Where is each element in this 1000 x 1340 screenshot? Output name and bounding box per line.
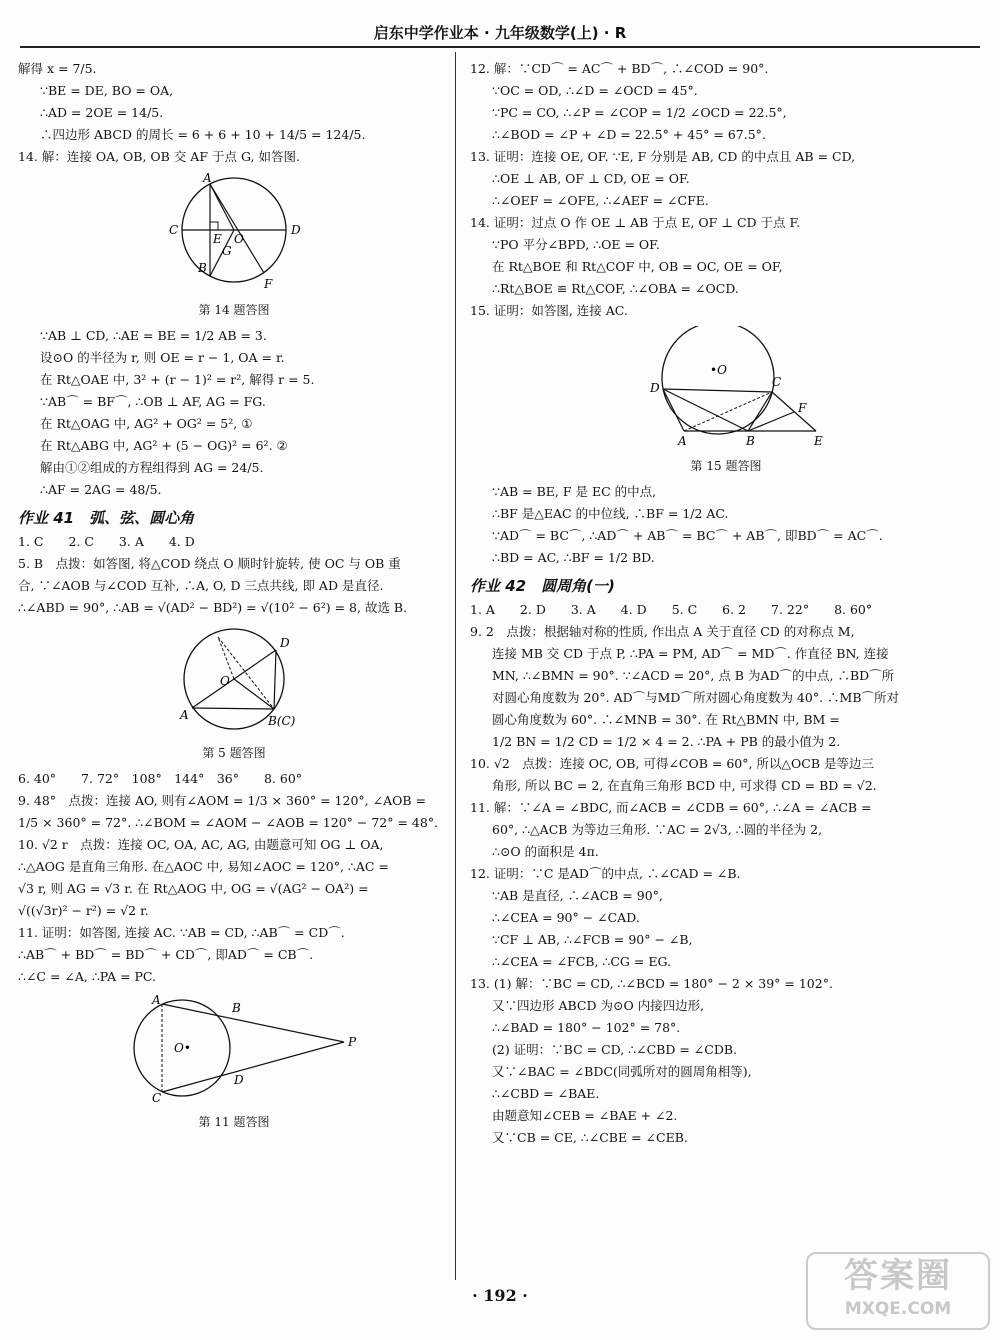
text-line: 又∵四边形 ABCD 为⊙O 内接四边形, (492, 998, 705, 1013)
text-line: 在 Rt△ABG 中, AG² + (5 − OG)² = 6². ② (40, 438, 288, 453)
section-title-41: 作业 41 弧、弦、圆心角 (18, 509, 195, 527)
fig14-label: F (264, 277, 273, 291)
text-line: 解得 x = 7/5. (18, 61, 97, 76)
fig15-label: •O (710, 363, 727, 377)
text-line: ∴∠OEF = ∠OFE, ∴∠AEF = ∠CFE. (492, 193, 709, 208)
watermark-logo (806, 1252, 990, 1330)
figure-5-diagram (154, 623, 314, 735)
text-line: 1/2 BN = 1/2 CD = 1/2 × 4 = 2. ∴PA + PB 的最小值为 2. (492, 734, 841, 749)
text-line: 设⊙O 的半径为 r, 则 OE = r − 1, OA = r. (40, 350, 285, 365)
text-line: ∴△AOG 是直角三角形. 在△AOC 中, 易知∠AOC = 120°, ∴AC = (18, 859, 389, 874)
text-line: 12. 解：∵CD⌒ = AC⌒ + BD⌒, ∴∠COD = 90°. (470, 61, 769, 76)
text-line: √3 r, 则 AG = √3 r. 在 Rt△AOG 中, OG = √(AG² − OA²) = (18, 881, 369, 896)
page-number: · 192 · (472, 1286, 528, 1305)
text-line: 5. B 点拨：如答图, 将△COD 绕点 O 顺时针旋转, 使 OC 与 OB 重 (18, 556, 401, 571)
fig15-label: D (650, 381, 660, 395)
right-column (470, 58, 982, 1149)
text-line: 11. 解：∵∠A = ∠BDC, 而∠ACB = ∠CDB = 60°, ∴∠A = ∠ACB = (470, 800, 872, 815)
text-line: ∵BE = DE, BO = OA, (40, 83, 174, 98)
watermark-url: MXQE.COM (844, 1299, 952, 1319)
text-line: ∴∠C = ∠A, ∴PA = PC. (18, 969, 157, 984)
figure-14-diagram (154, 172, 314, 292)
text-line: ∴∠ABD = 90°, ∴AB = √(AD² − BD²) = √(10² − 6²) = 8, 故选 B. (18, 600, 408, 615)
text-line: 在 Rt△BOE 和 Rt△COF 中, OB = OC, OE = OF, (492, 259, 783, 274)
text-line: ∴∠BAD = 180° − 102° = 78°. (492, 1020, 681, 1035)
text-line: 解由①②组成的方程组得到 AG = 24/5. (40, 460, 264, 475)
text-line: 又∵∠BAC = ∠BDC(同弧所对的圆周角相等), (492, 1064, 752, 1079)
text-line: 10. √2 点拨：连接 OC, OB, 可得∠COB = 60°, 所以△OCB 是等边三 (470, 756, 875, 771)
figure-14 (18, 172, 450, 321)
text-line: 13. (1) 解：∵BC = CD, ∴∠BCD = 180° − 2 × 39° = 102°. (470, 976, 833, 991)
text-line: 9. 48° 点拨：连接 AO, 则有∠AOM = 1/3 × 360° = 120°, ∠AOB = (18, 793, 426, 808)
text-line: 9. 2 点拨：根据轴对称的性质, 作出点 A 关于直径 CD 的对称点 M, (470, 624, 855, 639)
fig11-label: B (232, 1001, 241, 1015)
text-line: ∴BD = AC, ∴BF = 1/2 BD. (492, 550, 655, 565)
text-line: 在 Rt△OAG 中, AG² + OG² = 5², ① (40, 416, 253, 431)
fig5-label: B(C) (268, 714, 296, 728)
text-line: ∴四边形 ABCD 的周长 = 6 + 6 + 10 + 14/5 = 124/5. (40, 127, 366, 142)
section-title-42: 作业 42 圆周角(一) (470, 577, 615, 595)
fig11-label: D (234, 1073, 244, 1087)
answers-line: 6. 40° 7. 72° 108° 144° 36° 8. 60° (18, 771, 303, 786)
fig15-label: B (746, 434, 755, 448)
text-line: √((√3r)² − r²) = √2 r. (18, 903, 149, 918)
watermark-text: 答案圈 (844, 1256, 952, 1296)
fig15-label: E (814, 434, 823, 448)
text-line: 14. 解：连接 OA, OB, OB 交 AF 于点 G, 如答图. (18, 149, 300, 164)
figure-14-caption: 第 14 题答图 (198, 303, 270, 317)
text-line: ∵AD⌒ = BC⌒, ∴AD⌒ + AB⌒ = BC⌒ + AB⌒, 即BD⌒ = AC⌒. (492, 528, 883, 543)
text-line: 11. 证明：如答图, 连接 AC. ∵AB = CD, ∴AB⌒ = CD⌒. (18, 925, 345, 940)
figure-15-diagram (626, 326, 826, 448)
fig11-label: C (152, 1091, 162, 1104)
figure-5 (18, 623, 450, 764)
text-line: ∵CF ⊥ AB, ∴∠FCB = 90° − ∠B, (492, 932, 693, 947)
text-line: ∴BF 是△EAC 的中位线, ∴BF = 1/2 AC. (492, 506, 729, 521)
text-line: ∴∠CEA = 90° − ∠CAD. (492, 910, 640, 925)
left-column (18, 58, 450, 1137)
fig14-label: D (291, 223, 301, 237)
text-line: 对圆心角度数为 20°. AD⌒与MD⌒所对圆心角度数为 40°. ∴MB⌒所对 (492, 690, 900, 705)
fig14-label: C (169, 223, 179, 237)
header-title: 启东中学作业本 · 九年级数学(上) · R (373, 24, 627, 42)
figure-15 (470, 326, 982, 477)
text-line: ∴⊙O 的面积是 4π. (492, 844, 599, 859)
text-line: (2) 证明：∵BC = CD, ∴∠CBD = ∠CDB. (492, 1042, 738, 1057)
fig15-label: C (772, 375, 782, 389)
figure-15-caption: 第 15 题答图 (690, 459, 762, 473)
text-line: ∴∠CEA = ∠FCB, ∴CG = EG. (492, 954, 671, 969)
text-line: ∴Rt△BOE ≌ Rt△COF, ∴∠OBA = ∠OCD. (492, 281, 739, 296)
fig5-label: D (280, 636, 290, 650)
figure-11-caption: 第 11 题答图 (198, 1115, 270, 1129)
fig11-label: A (152, 993, 161, 1007)
fig14-label: G (222, 244, 232, 258)
text-line: ∴AF = 2AG = 48/5. (40, 482, 162, 497)
fig5-label: O (220, 674, 230, 688)
text-line: ∵AB⌒ = BF⌒, ∴OB ⊥ AF, AG = FG. (40, 394, 266, 409)
text-line: 圆心角度数为 60°. ∴∠MNB = 30°. 在 Rt△BMN 中, BM = (492, 712, 840, 727)
text-line: ∵AB = BE, F 是 EC 的中点, (492, 484, 657, 499)
text-line: 由题意知∠CEB = ∠BAE + ∠2. (492, 1108, 678, 1123)
fig14-label: E (213, 232, 222, 246)
text-line: 角形, 所以 BC = 2, 在直角三角形 BCD 中, 可求得 CD = BD = √2. (492, 778, 877, 793)
fig5-label: A (180, 708, 189, 722)
text-line: 10. √2 r 点拨：连接 OC, OA, AC, AG, 由题意可知 OG ⊥ OA, (18, 837, 384, 852)
text-line: 14. 证明：过点 O 作 OE ⊥ AB 于点 E, OF ⊥ CD 于点 F. (470, 215, 801, 230)
fig15-label: F (798, 401, 807, 415)
fig11-label: O• (174, 1041, 191, 1055)
answers-line: 1. C 2. C 3. A 4. D (18, 534, 195, 549)
text-line: ∵PO 平分∠BPD, ∴OE = OF. (492, 237, 660, 252)
figure-5-caption: 第 5 题答图 (202, 746, 266, 760)
text-line: ∴OE ⊥ AB, OF ⊥ CD, OE = OF. (492, 171, 690, 186)
fig14-label: O (234, 232, 244, 246)
fig15-label: A (678, 434, 687, 448)
text-line: MN, ∴∠BMN = 90°. ∵∠ACD = 20°, 点 B 为AD⌒的中点, ∴BD⌒所 (492, 668, 895, 683)
text-line: 13. 证明：连接 OE, OF. ∵E, F 分别是 AB, CD 的中点且 AB = CD, (470, 149, 856, 164)
figure-11 (18, 992, 450, 1133)
text-line: ∵PC = CO, ∴∠P = ∠COP = 1/2 ∠OCD = 22.5°, (492, 105, 787, 120)
text-line: 15. 证明：如答图, 连接 AC. (470, 303, 628, 318)
text-line: ∴AD = 2OE = 14/5. (40, 105, 164, 120)
fig11-label: P (348, 1035, 357, 1049)
text-line: ∴AB⌒ + BD⌒ = BD⌒ + CD⌒, 即AD⌒ = CB⌒. (18, 947, 314, 962)
text-line: 1/5 × 360° = 72°. ∴∠BOM = ∠AOM − ∠AOB = 120° − 72° = 48°. (18, 815, 439, 830)
text-line: 60°, ∴△ACB 为等边三角形. ∵AC = 2√3, ∴圆的半径为 2, (492, 822, 823, 837)
text-line: ∵OC = OD, ∴∠D = ∠OCD = 45°. (492, 83, 698, 98)
answers-line: 1. A 2. D 3. A 4. D 5. C 6. 2 7. 22° 8. 60° (470, 602, 873, 617)
fig14-label: A (203, 172, 212, 185)
column-divider (455, 52, 456, 1280)
text-line: ∵AB ⊥ CD, ∴AE = BE = 1/2 AB = 3. (40, 328, 267, 343)
page-header (20, 20, 980, 48)
text-line: 12. 证明：∵C 是AD⌒的中点, ∴∠CAD = ∠B. (470, 866, 741, 881)
text-line: ∵AB 是直径, ∴∠ACB = 90°, (492, 888, 663, 903)
fig14-label: B (198, 261, 207, 275)
text-line: 又∵CB = CE, ∴∠CBE = ∠CEB. (492, 1130, 688, 1145)
figure-11-diagram (104, 992, 364, 1104)
text-line: ∴∠CBD = ∠BAE. (492, 1086, 600, 1101)
text-line: 在 Rt△OAE 中, 3² + (r − 1)² = r², 解得 r = 5. (40, 372, 315, 387)
text-line: 合, ∵∠AOB 与∠COD 互补, ∴A, O, D 三点共线, 即 AD 是直径. (18, 578, 384, 593)
text-line: ∴∠BOD = ∠P + ∠D = 22.5° + 45° = 67.5°. (492, 127, 766, 142)
text-line: 连接 MB 交 CD 于点 P, ∴PA = PM, AD⌒ = MD⌒. 作直径 BN, 连接 (492, 646, 889, 661)
